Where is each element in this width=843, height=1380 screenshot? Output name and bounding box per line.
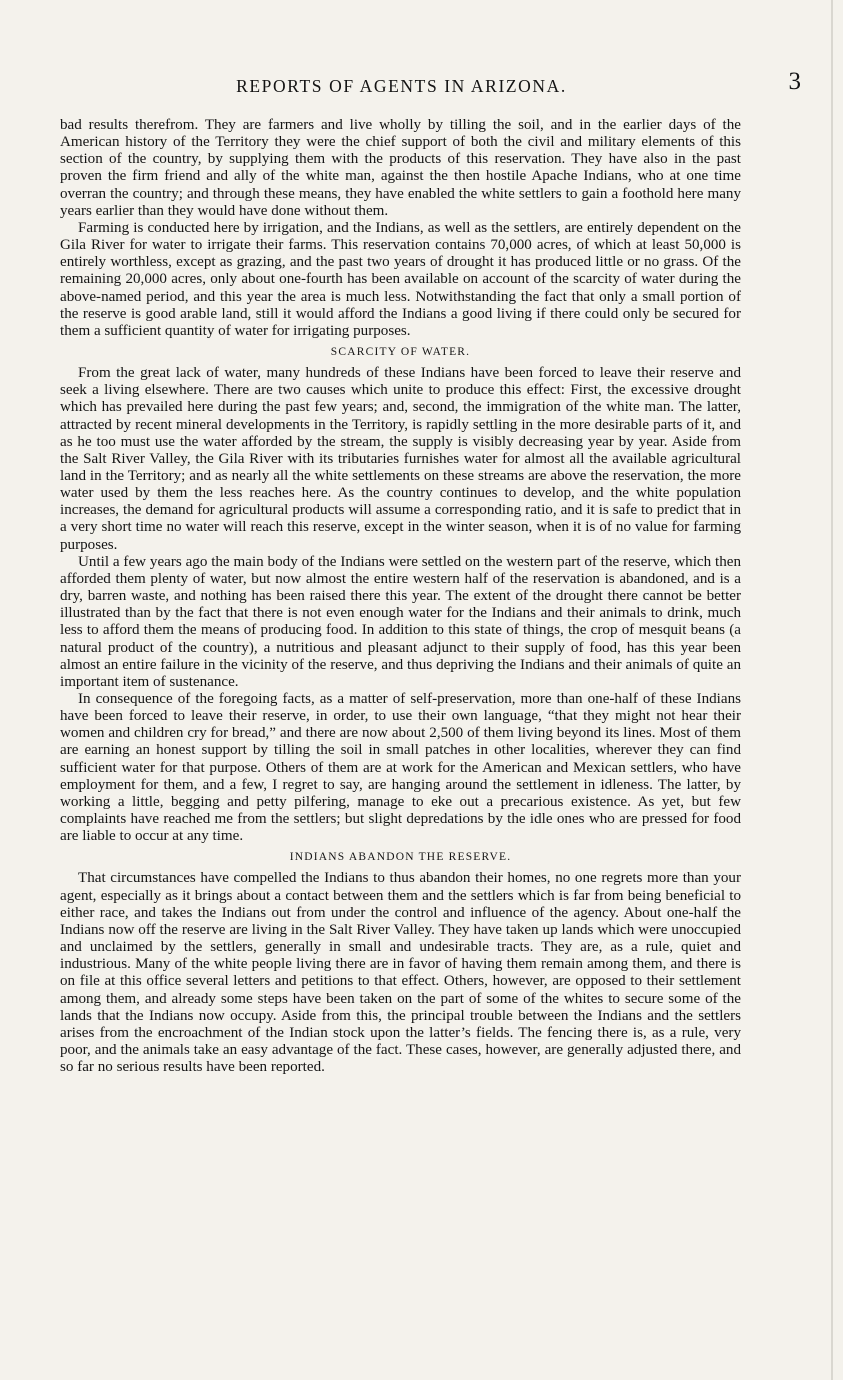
running-head: REPORTS OF AGENTS IN ARIZONA. <box>236 76 567 96</box>
paragraph-2: Farming is conducted here by irrigation, and the Indians, as well as the settlers, are entirely dependent on the Gila River for water to irrigate their farms. This reservation contains 70,000 acres, of which at least 50,000 is entirely worthless, except as grazing, and the past two years of drought it has produced little or no grass. Of the remaining 20,000 acres, only about one-fourth has been available on account of the scarcity of water during the above-named period, and this year the area is much less. Notwithstanding the fact that only a small portion of the reserve is good arable land, still it would afford the Indians a good living if there could only be secured for them a sufficient quantity of water for irrigating purposes. <box>60 219 741 339</box>
paragraph-6: That circumstances have compelled the Indians to thus abandon their homes, no one regrets more than your agent, especially as it brings about a contact between them and the settlers which is far from being beneficial to either race, and takes the Indians out from under the control and influence of the agency. About one-half the Indians now off the reserve are living in the Salt River Valley. They have taken up lands which were unoccupied and unclaimed by the settlers, generally in small and undesirable tracts. They are, as a rule, quiet and industrious. Many of the white people living there are in favor of having them remain among them, and there is on file at this office several letters and petitions to that effect. Others, however, are opposed to their settlement among them, and already some steps have been taken on the part of some of the whites to secure some of the lands that the Indians now occupy. Aside from this, the principal trouble between the Indians and the settlers arises from the encroachment of the Indian stock upon the latter’s fields. The fencing there is, as a rule, very poor, and the animals take an easy advantage of the fact. These cases, however, are generally adjusted there, and so far no serious results have been reported. <box>60 870 741 1076</box>
paragraph-3: From the great lack of water, many hundreds of these Indians have been forced to leave their reserve and seek a living elsewhere. There are two causes which unite to produce this effect: First, the excessive drought which has prevailed here during the past few years; and, second, the immigration of the white man. The latter, attracted by recent mineral developments in the Territory, is rapidly settling in the more desirable parts of it, and as he too must use the water afforded by the stream, the supply is visibly decreasing year by year. Aside from the Salt River Valley, the Gila River with its tributaries furnishes water for almost all the available agricultural land in the Territory; and as nearly all the white settlements on these streams are above the reservation, the more water used by them the less reaches here. As the country continues to develop, and the white population increases, the demand for agricultural products will assume a corresponding ratio, and it is safe to predict that in a very short time no water will reach this reserve, except in the winter season, when it is of no value for farming purposes. <box>60 365 741 553</box>
paragraph-5: In consequence of the foregoing facts, as a matter of self-preservation, more than one-half of these Indians have been forced to leave their reserve, in order, to use their own language, “that they might not hear their women and children cry for bread,” and there are now about 2,500 of them living beyond its lines. Most of them are earning an honest support by tilling the soil in small patches in other localities, wherever they can find sufficient water for that purpose. Others of them are at work for the American and Mexican settlers, who have employment for them, and a few, I regret to say, are hanging around the settlement in idleness. The latter, by working a little, begging and petty pilfering, manage to eke out a precarious existence. As yet, but few complaints have reached me from the settlers; but slight depredations by the idle ones who are pressed for food are liable to occur at any time. <box>60 691 741 845</box>
page-edge-shadow <box>831 0 833 1380</box>
section-heading-abandon: INDIANS ABANDON THE RESERVE. <box>289 851 512 864</box>
paragraph-4: Until a few years ago the main body of the Indians were settled on the western part of the reserve, which then afforded them plenty of water, but now almost the entire western half of the reservation is abandoned, and is a dry, barren waste, and nothing has been raised there this year. The extent of the drought there cannot be better illustrated than by the fact that there is not even enough water for the Indians and their animals to drink, much less to afford them the means of producing food. In addition to this state of things, the crop of mesquit beans (a natural product of the country), a nutritious and pleasant adjunct to their supply of food, has this year been almost an entire failure in the vicinity of the reserve, and thus depriving the Indians and their animals of quite an important item of sustenance. <box>60 553 741 690</box>
section-heading-scarcity: SCARCITY OF WATER. <box>330 346 471 359</box>
page-header <box>60 68 801 102</box>
page-number: 3 <box>788 68 801 95</box>
paragraph-1: bad results therefrom. They are farmers and live wholly by tilling the soil, and in the earlier days of the American history of the Territory they were the chief support of both the civil and military elements of this section of the country, by supplying them with the products of this reservation. They have also in the past proven the firm friend and ally of the white man, against the then hostile Apache Indians, who at one time overran the country; and through these means, they have enabled the white settlers to gain a foothold here many years earlier than they would have done without them. <box>60 117 741 219</box>
body-text <box>60 117 741 1076</box>
